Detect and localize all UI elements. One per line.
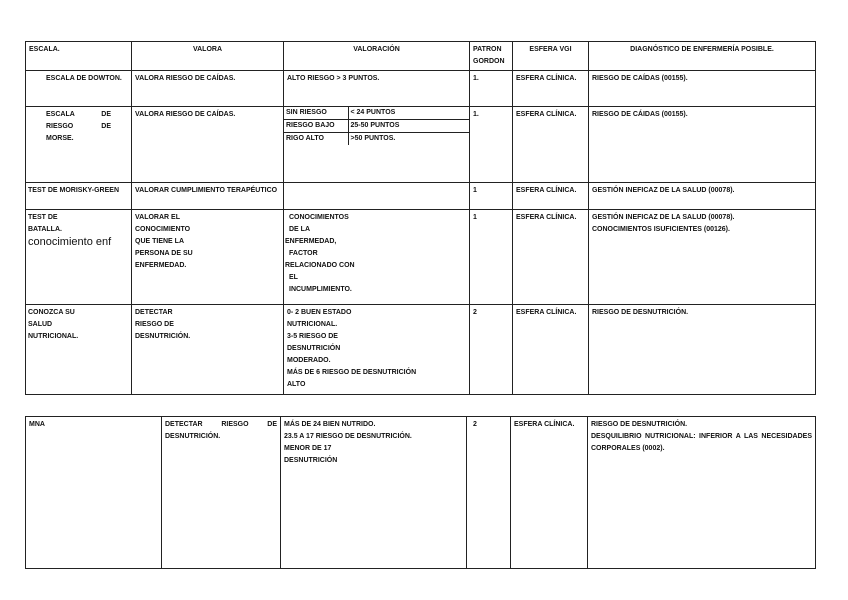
cell-escala: TEST DE MORISKY-GREEN — [26, 183, 132, 210]
cell-escala: MNA — [26, 417, 162, 569]
cell-valoracion — [284, 183, 470, 210]
cell-esfera: ESFERA CLÍNICA. — [513, 107, 589, 183]
cell-escala: ESCALA DE DOWTON. — [26, 71, 132, 107]
cell-escala — [26, 210, 132, 305]
cell-esfera: ESFERA CLÍNICA. — [511, 417, 588, 569]
text-line: ENFERMEDAD. — [135, 262, 187, 269]
escala-line: TEST DE — [28, 214, 58, 221]
text-line: RIESGO DE — [135, 321, 174, 328]
escala-line: BATALLA. — [28, 226, 62, 233]
cell-patron: 1. — [470, 107, 513, 183]
score-value: >50 PUNTOS. — [348, 133, 469, 146]
cell-escala: ESCALA DE RIESGO DE MORSE. — [26, 107, 132, 183]
header-esfera-vgi: ESFERA VGI — [513, 42, 589, 71]
text-line: NUTRICIONAL. — [287, 321, 338, 328]
text-line: ENFERMEDAD, — [285, 238, 337, 245]
cell-valoracion — [281, 417, 467, 569]
header-patron-gordon: PATRON GORDON — [470, 42, 513, 71]
cell-esfera: ESFERA CLÍNICA. — [513, 210, 589, 305]
text-line: VALORAR EL — [135, 214, 180, 221]
header-escala: ESCALA. — [26, 42, 132, 71]
cell-diagnostico: RIESGO DE DESNUTRICIÓN. — [589, 305, 816, 395]
text-line: 3-5 RIESGO DE — [287, 333, 338, 340]
text-line: DESNUTRICIÓN. — [135, 333, 191, 340]
diagnosis-line: CONOCIMIENTOS ISUFICIENTES (00126). — [592, 226, 730, 233]
text-line: DE LA — [289, 226, 310, 233]
diagnosis-line: RIESGO DE DESNUTRICIÓN. — [591, 421, 688, 428]
text-line: RELACIONADO CON — [285, 262, 355, 269]
text-line: CONOCIMIENTOS — [289, 214, 349, 221]
cell-valora — [132, 210, 284, 305]
score-label: RIESGO BAJO — [284, 120, 348, 133]
mna-table — [25, 416, 816, 569]
cell-valoracion — [284, 305, 470, 395]
cell-patron: 1 — [470, 183, 513, 210]
table-row — [26, 305, 816, 395]
text-line: 23.5 A 17 RIESGO DE DESNUTRICIÓN. — [284, 433, 412, 440]
score-value: < 24 PUNTOS — [348, 107, 469, 120]
text-line: SALUD — [28, 321, 53, 328]
cell-diagnostico: GESTIÓN INEFICAZ DE LA SALUD (00078). — [589, 183, 816, 210]
cell-valoracion: ALTO RIESGO > 3 PUNTOS. — [284, 71, 470, 107]
text-line: DESNUTRICIÓN — [287, 345, 341, 352]
text-line: QUE TIENE LA — [135, 238, 185, 245]
text-line: CONOCIMIENTO — [135, 226, 191, 233]
table-row — [26, 107, 816, 183]
cell-valora: VALORA RIESGO DE CAÍDAS. — [132, 107, 284, 183]
text-line: FACTOR — [289, 250, 318, 257]
text-line: DETECTAR — [135, 309, 173, 316]
text-line: DESNUTRICIÓN — [284, 457, 338, 464]
subtable-row — [284, 120, 469, 133]
text-line: MENOR DE 17 — [284, 445, 332, 452]
cell-diagnostico — [589, 210, 816, 305]
handwritten-note: conocimiento enf — [28, 236, 112, 248]
score-label: RIGO ALTO — [284, 133, 348, 146]
cell-valoracion — [284, 210, 470, 305]
header-valoracion: VALORACIÓN — [284, 42, 470, 71]
cell-esfera: ESFERA CLÍNICA. — [513, 183, 589, 210]
subtable-row — [284, 133, 469, 146]
cell-escala — [26, 305, 132, 395]
diagnosis-line: GESTIÓN INEFICAZ DE LA SALUD (00078). — [592, 214, 735, 221]
cell-valora: VALORAR CUMPLIMIENTO TERAPÉUTICO — [132, 183, 284, 210]
table-row — [26, 417, 816, 569]
cell-diagnostico — [588, 417, 816, 569]
text-line: MÁS DE 6 RIESGO DE DESNUTRICIÓN — [287, 369, 417, 376]
header-diagnostico: DIAGNÓSTICO DE ENFERMERÍA POSIBLE. — [589, 42, 816, 71]
score-value: 25-50 PUNTOS — [348, 120, 469, 133]
cell-valora — [132, 305, 284, 395]
text-line: NUTRICIONAL. — [28, 333, 79, 340]
text-line: EL — [289, 274, 298, 281]
cell-patron: 1 — [470, 210, 513, 305]
table-row — [26, 210, 816, 305]
cell-patron: 2 — [467, 417, 511, 569]
header-row — [26, 42, 816, 71]
text-line: ALTO — [287, 381, 306, 388]
cell-valora: DETECTAR RIESGO DE DESNUTRICIÓN. — [162, 417, 281, 569]
cell-esfera: ESFERA CLÍNICA. — [513, 305, 589, 395]
cell-esfera: ESFERA CLÍNICA. — [513, 71, 589, 107]
text-line: CONOZCA SU — [28, 309, 75, 316]
table-row — [26, 183, 816, 210]
cell-diagnostico: RIESGO DE CÁIDAS (00155). — [589, 107, 816, 183]
header-valora: VALORA — [132, 42, 284, 71]
score-label: SIN RIESGO — [284, 107, 348, 120]
morse-score-subtable — [284, 107, 469, 145]
text-line: INCUMPLIMIENTO. — [289, 286, 352, 293]
cell-diagnostico: RIESGO DE CAÍDAS (00155). — [589, 71, 816, 107]
text-line: 0- 2 BUEN ESTADO — [287, 309, 352, 316]
cell-patron: 1. — [470, 71, 513, 107]
diagnosis-line: DESQUILIBRIO NUTRICIONAL: INFERIOR A LAS NECESIDADES CORPORALES (0002). — [591, 433, 812, 452]
assessment-scales-table — [25, 41, 816, 395]
cell-valoracion — [284, 107, 470, 183]
text-line: MÁS DE 24 BIEN NUTRIDO. — [284, 421, 376, 428]
text-line: MODERADO. — [287, 357, 331, 364]
subtable-row — [284, 107, 469, 120]
cell-patron: 2 — [470, 305, 513, 395]
cell-valora: VALORA RIESGO DE CAÍDAS. — [132, 71, 284, 107]
table-row — [26, 71, 816, 107]
text-line: PERSONA DE SU — [135, 250, 193, 257]
